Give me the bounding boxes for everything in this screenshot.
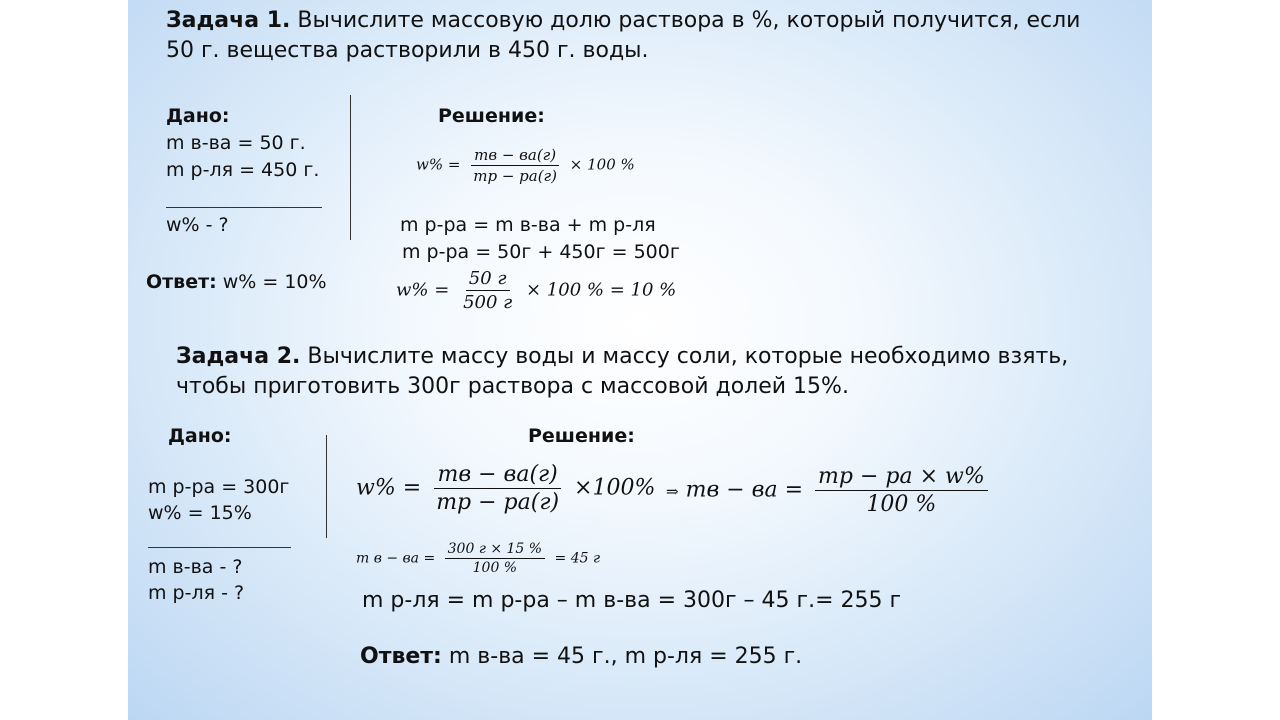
task1-line2: 50 г. вещества растворили в 450 г. воды. — [166, 38, 649, 63]
task2-derived-den: 100 % — [866, 492, 937, 517]
task1-answer — [146, 271, 327, 293]
task2-find-item: m в-ва - ? — [148, 556, 243, 578]
task2-given-label: Дано: — [168, 425, 232, 447]
task2-derived-num: mр − ра × w% — [815, 464, 988, 491]
task1-divider — [350, 95, 351, 240]
slide — [128, 0, 1152, 720]
task1-calc-rest: × 100 % = 10 % — [526, 279, 677, 301]
task1-line1: Вычислите массовую долю раствора в %, который получится, если — [297, 8, 1081, 33]
task1-calc-eq: = — [434, 279, 450, 301]
task2-calc — [356, 541, 600, 576]
task1-formula — [416, 146, 635, 185]
task1-calc — [396, 268, 676, 313]
task2-given-divider — [148, 547, 291, 548]
task2-calc-lhs: m в − ва — [356, 550, 419, 567]
task1-calc-num: 50 г — [466, 268, 510, 291]
task2-calc-fraction — [445, 541, 545, 576]
task2-derived-lhs: mв − ва — [685, 477, 778, 503]
task2-calc-rest: = 45 г — [554, 550, 601, 567]
task2-statement — [176, 344, 1068, 369]
task2-line2: чтобы приготовить 300г раствора с массовой долей 15%. — [176, 374, 849, 399]
task1-calc-lhs: w% — [396, 279, 429, 301]
task1-formula-den: mр − ра(г) — [473, 167, 557, 185]
task2-calc-den: 100 % — [472, 560, 518, 576]
task1-given-item: m р-ля = 450 г. — [166, 159, 320, 181]
task2-answer — [360, 644, 802, 669]
task1-label: Задача 1. — [166, 8, 291, 33]
task2-line1: Вычислите массу воды и массу соли, которые необходимо взять, — [307, 344, 1069, 369]
task2-answer-label: Ответ: — [360, 644, 442, 669]
task2-formula-lhs: w% — [356, 475, 396, 501]
task2-formula — [356, 462, 655, 515]
task1-formula-mult: × 100 % — [569, 155, 635, 174]
task1-calc-fraction — [460, 268, 515, 313]
task1-find: w% - ? — [166, 214, 229, 236]
task1-statement — [166, 8, 1080, 33]
task1-given-item: m в-ва = 50 г. — [166, 132, 306, 154]
task1-step: m р-ра = m в-ва + m р-ля — [400, 214, 656, 236]
task1-answer-label: Ответ: — [146, 271, 217, 293]
task1-answer-value: w% = 10% — [222, 271, 327, 293]
task2-label: Задача 2. — [176, 344, 301, 369]
task1-formula-num: mв − ва(г) — [471, 146, 559, 166]
task2-find-item: m р-ля - ? — [148, 582, 245, 604]
task2-calc-eq: = — [423, 550, 436, 567]
task2-calc-num: 300 г × 15 % — [445, 541, 545, 559]
task2-solution-label: Решение: — [528, 425, 635, 447]
task2-given-item: m р-ра = 300г — [148, 476, 290, 498]
task2-formula-fraction — [433, 462, 562, 515]
task2-derived-eq: = — [784, 477, 804, 503]
task1-solution-label: Решение: — [438, 105, 545, 127]
task2-formula-mult: ×100% — [574, 475, 656, 501]
task1-formula-lhs: w% — [416, 155, 444, 174]
task2-given-item: w% = 15% — [148, 502, 252, 524]
task2-derived-arrow: ⇒ — [666, 482, 679, 501]
task2-formula-eq: = — [402, 475, 422, 501]
task1-formula-fraction — [470, 146, 560, 185]
task2-step: m р-ля = m р-ра – m в-ва = 300г – 45 г.= 255 г — [362, 588, 902, 613]
task1-given-label: Дано: — [166, 105, 230, 127]
task2-divider — [326, 435, 327, 538]
task2-derived — [666, 464, 993, 517]
task1-formula-eq: = — [447, 155, 461, 174]
task2-answer-value: m в-ва = 45 г., m р-ля = 255 г. — [448, 644, 803, 669]
task2-derived-fraction — [815, 464, 988, 517]
task1-step: m р-ра = 50г + 450г = 500г — [402, 241, 680, 263]
task1-given-divider — [166, 207, 322, 208]
task2-formula-den: mр − ра(г) — [436, 490, 560, 515]
task1-calc-den: 500 г — [463, 292, 513, 313]
task2-formula-num: mв − ва(г) — [434, 462, 560, 489]
